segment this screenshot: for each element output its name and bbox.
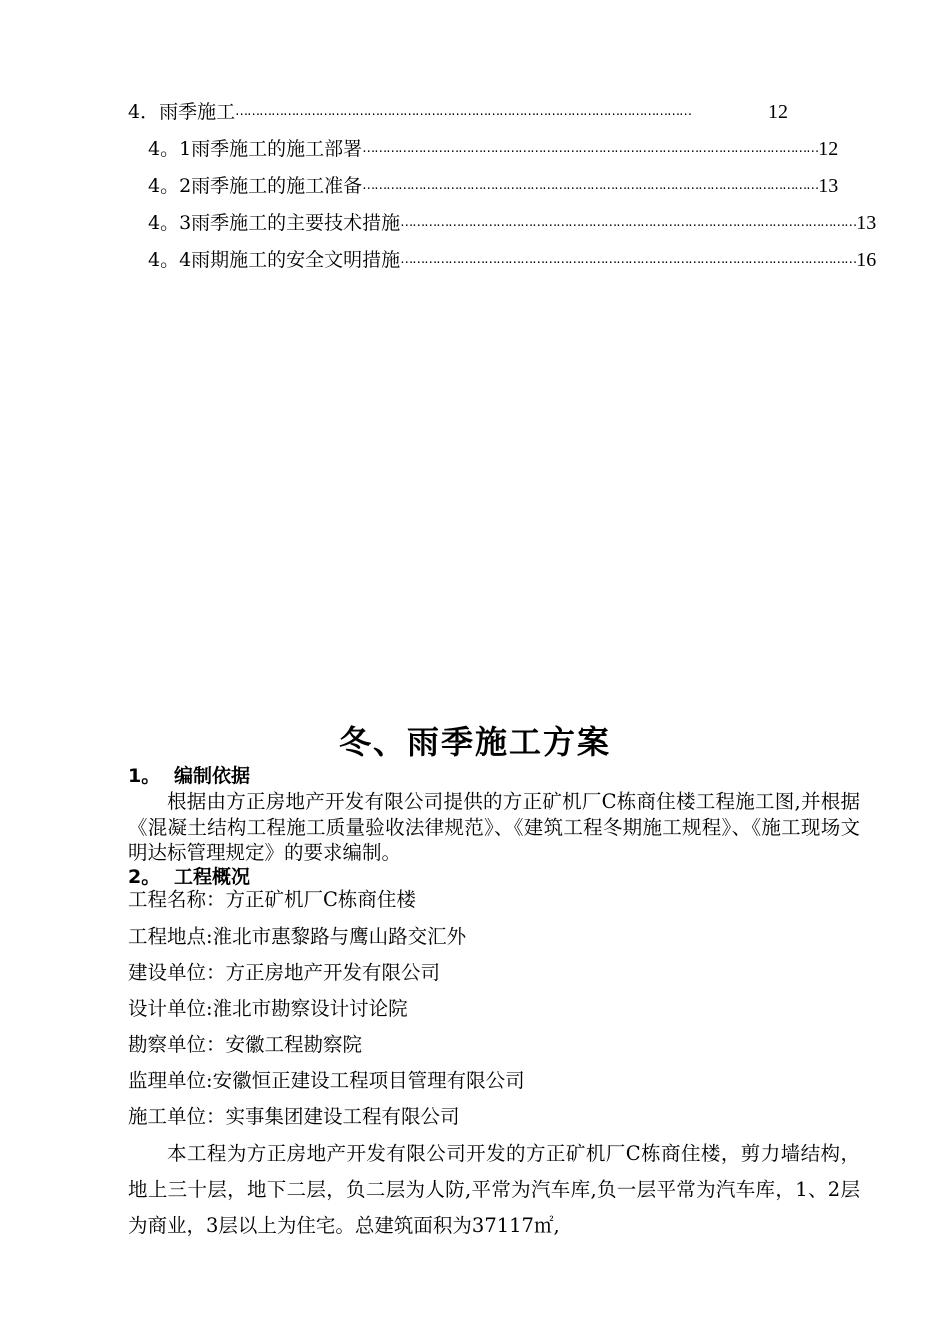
- toc-entry[interactable]: [148, 137, 839, 161]
- toc-entry[interactable]: [148, 248, 877, 272]
- project-info-line: 建设单位：方正房地产开发有限公司: [128, 961, 441, 984]
- section-number: 1。: [128, 765, 161, 787]
- project-info-line: 监理单位:安徽恒正建设工程项目管理有限公司: [128, 1069, 525, 1092]
- section-number: 2。: [128, 866, 161, 888]
- toc-entry-title: 4。4雨期施工的安全文明措施: [148, 249, 401, 271]
- project-info-line: 勘察单位：安徽工程勘察院: [128, 1033, 363, 1056]
- toc-entry-title: 4。3雨季施工的主要技术措施: [148, 212, 401, 234]
- toc-entry-page: 12: [818, 138, 839, 160]
- project-info-line: 工程名称：方正矿机厂C栋商住楼: [128, 888, 416, 911]
- section-paragraph: 根据由方正房地产开发有限公司提供的方正矿机厂C栋商住楼工程施工图,并根据《混凝土结构工程施工质量验收法律规范》、《建筑工程冬期施工规程》、《施工现场文明达标管理规定》的要求编制。: [128, 790, 860, 864]
- toc-entry-page: 13: [818, 175, 839, 197]
- toc-leader-dots: ……………………………………………………………………………………………………: [362, 178, 819, 193]
- toc-leader-dots: ……………………………………………………………………………………………………: [362, 141, 819, 156]
- toc-entry[interactable]: [148, 211, 877, 235]
- toc-leader-dots: ……………………………………………………………………………………………………: [400, 215, 857, 230]
- toc-entry-title: 4。1雨季施工的施工部署: [148, 138, 363, 160]
- toc-leader-dots: ……………………………………………………………………………………………………: [235, 104, 692, 119]
- document-title: 冬、雨季施工方案: [338, 723, 611, 761]
- toc-entry-page: 12: [768, 101, 788, 123]
- project-info-line: 施工单位：实事集团建设工程有限公司: [128, 1105, 460, 1128]
- project-info-line: 设计单位:淮北市勘察设计讨论院: [128, 997, 408, 1020]
- section-heading-text: 工程概况: [174, 866, 251, 888]
- toc-entry[interactable]: [128, 100, 788, 124]
- toc-entry[interactable]: [148, 174, 839, 198]
- project-info-line: 工程地点:淮北市惠黎路与鹰山路交汇外: [128, 925, 467, 948]
- toc-entry-title: 4。2雨季施工的施工准备: [148, 175, 363, 197]
- toc-entry-page: 16: [856, 249, 877, 271]
- section-paragraph: 本工程为方正房地产开发有限公司开发的方正矿机厂C栋商住楼，剪力墙结构，地上三十层，地下二层，负二层为人防,平常为汽车库,负一层平常为汽车库，1、2层为商业，3层以上为住宅。总建筑面积为37117㎡,: [128, 1142, 860, 1237]
- toc-entry-title: 4．雨季施工: [128, 101, 236, 123]
- section-heading: [128, 763, 250, 789]
- toc-entry-page: 13: [856, 212, 877, 234]
- section-heading-text: 编制依据: [174, 765, 251, 787]
- toc-leader-dots: ……………………………………………………………………………………………………: [400, 252, 857, 267]
